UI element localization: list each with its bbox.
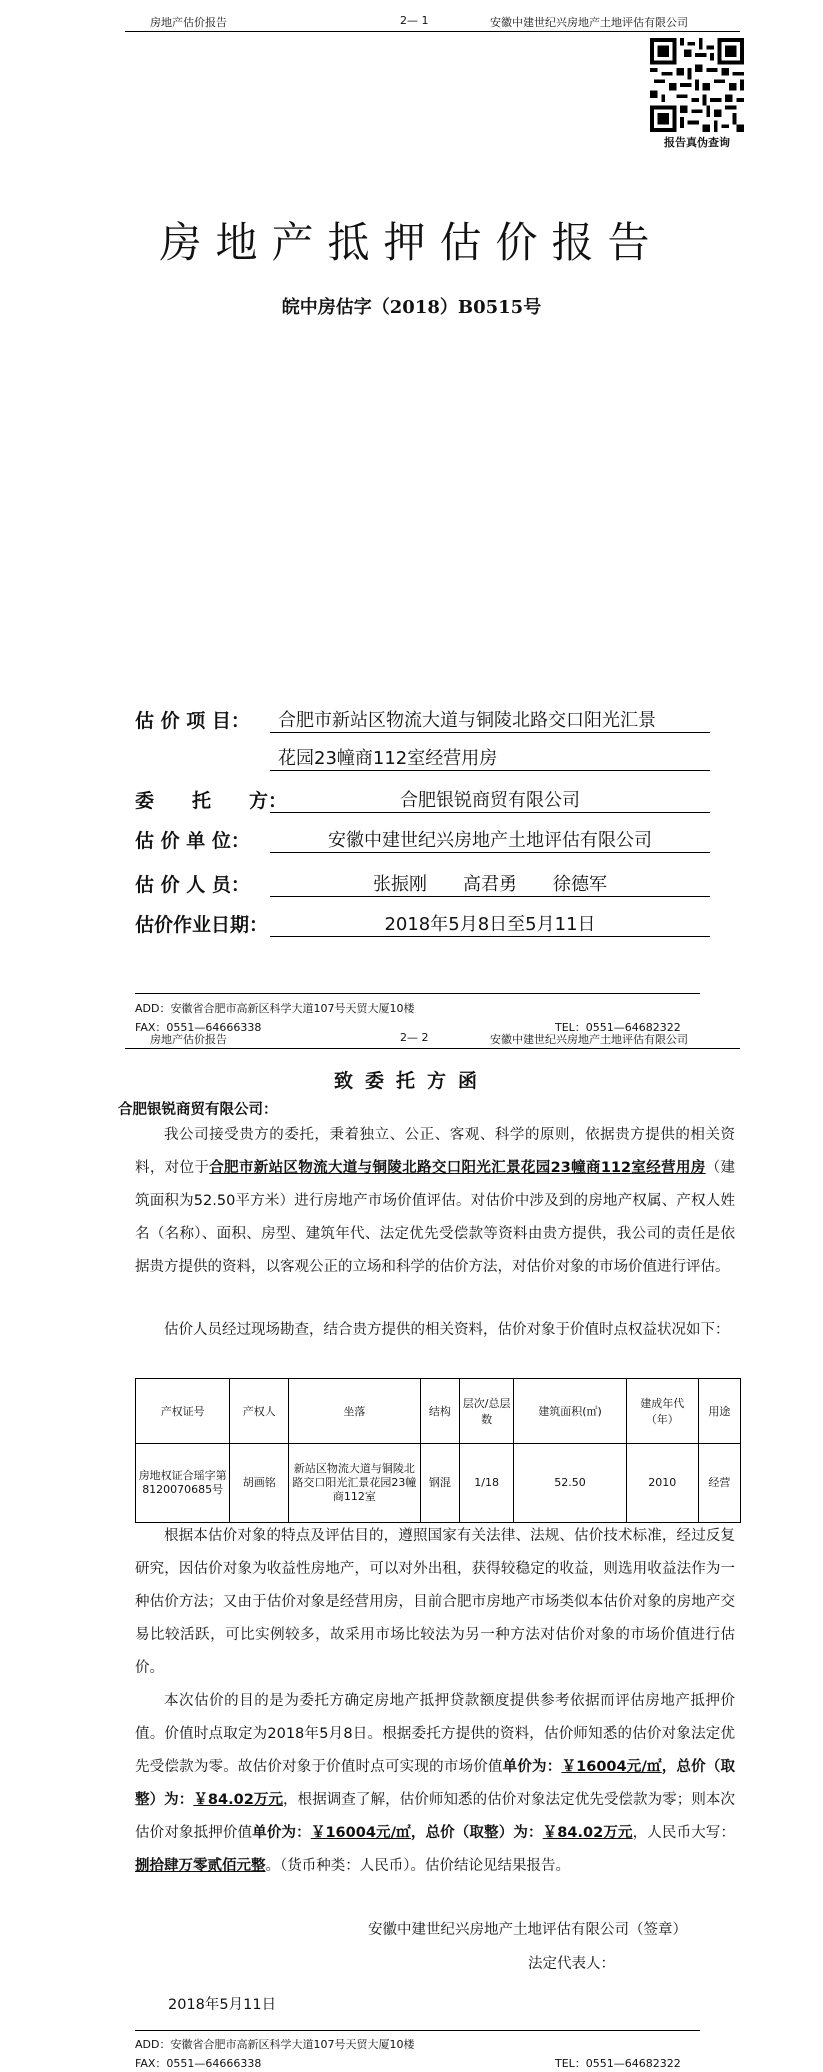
field-value-client: 合肥银锐商贸有限公司: [400, 790, 580, 811]
page2-footer-address: ADD：安徽省合肥市高新区科学大道107号天贸大厦10楼: [135, 2038, 415, 2051]
page1-footer-rule: [135, 993, 700, 994]
page2-footer-fax: FAX：0551—64666338: [135, 2057, 262, 2070]
field-value-appraiser-org: 安徽中建世纪兴房地产土地评估有限公司: [328, 830, 652, 851]
field-value-project: 合肥市新站区物流大道与铜陵北路交口阳光汇景: [278, 710, 656, 731]
field-underline-appraiser-org: [270, 852, 710, 853]
field-label-client: 委 托 方：: [135, 790, 288, 812]
td-area: 52.50: [514, 1444, 627, 1523]
field-label-date: 估价作业日期：: [135, 914, 269, 936]
field-value-project-line2: 花园23幢商112室经营用房: [278, 748, 498, 769]
field-label-appraisers: 估 价 人 员：: [135, 874, 250, 896]
field-underline-project: [270, 732, 710, 733]
letter-title: 致委托方函: [333, 1070, 489, 1092]
rights-table-header-row: [136, 1379, 741, 1444]
field-value-date: 2018年5月8日至5月11日: [384, 914, 596, 935]
th-use: 用途: [698, 1379, 740, 1444]
field-underline-appraisers: [270, 896, 710, 897]
p4-total-1: ￥84.02万元: [193, 1792, 284, 1808]
page1-header-page: 2— 1: [400, 14, 429, 27]
page1-header-right: 安徽中建世纪兴房地产土地评估有限公司: [490, 16, 688, 29]
qr-caption: 报告真伪查询: [664, 136, 730, 149]
p4-total-words: 捌拾肆万零贰佰元整: [135, 1858, 266, 1874]
letter-paragraph-3: 根据本估价对象的特点及评估目的，遵照国家有关法律、法规、估价技术标准，经过反复研究，因估价对象为收益性房地产，可以对外出租，获得较稳定的收益，则选用收益法作为一种估价方法；又由于估价对象是经营用房，目前合肥市房地产市场类似本估价对象的房地产交易比较活跃，可比实例较多，故采用市场比较法为另一种方法对估价对象的市场价值进行估价。: [135, 1528, 735, 1676]
p4-total-2: ￥84.02万元: [542, 1825, 633, 1841]
page1-header-left: 房地产估价报告: [150, 16, 227, 29]
td-structure: 钢混: [420, 1444, 459, 1523]
table-row: [136, 1444, 741, 1523]
td-use: 经营: [698, 1444, 740, 1523]
p4-total-label-1: ，总价（取整）为：: [135, 1759, 736, 1808]
td-year: 2010: [626, 1444, 698, 1523]
p1-property-address: 合肥市新站区物流大道与铜陵北路交口阳光汇景花园23幢商112室经营用房: [209, 1160, 706, 1176]
th-floor: 层次/总层数: [460, 1379, 514, 1444]
td-location: 新站区物流大道与铜陵北路交口阳光汇景花园23幢商112室: [289, 1444, 421, 1523]
p4-unit-price-2: ￥16004元/㎡: [310, 1825, 411, 1841]
report-title: 房地产抵押估价报告: [159, 218, 664, 267]
page2-header-rule: [125, 1048, 740, 1049]
p4-text-a: 本次估价的目的是为委托方确定房地产抵押贷款额度提供参考依据而评估房地产抵押价值。价值时点取定为2018年5月8日。根据委托方提供的资料，估价师知悉的估价对象法定优先受偿款为零。故估价对象于价值时点可实现的市场价值: [135, 1693, 735, 1775]
field-value-appraisers: 张振刚 高君勇 徐德军: [373, 874, 607, 895]
page2-footer-tel: TEL：0551—64682322: [555, 2057, 681, 2070]
th-cert-no: 产权证号: [136, 1379, 230, 1444]
th-owner: 产权人: [230, 1379, 289, 1444]
qr-code[interactable]: [650, 38, 744, 132]
letter-date: 2018年5月11日: [168, 1997, 277, 2013]
p4-text-d: 。（货币种类：人民币）。估价结论见结果报告。: [265, 1858, 570, 1874]
page2-header-left: 房地产估价报告: [150, 1033, 227, 1046]
rights-table: [135, 1378, 741, 1523]
p1-text-c: （建筑面积为52.50平方米）进行房地产市场价值评估。对估价中涉及到的房地产权属、产权人姓名（名称）、面积、房型、建筑年代、法定优先受偿款等资料由贵方提供，我公司的责任是依据贵方提供的资料，以客观公正的立场和科学的估价方法，对估价对象的市场价值进行评估。: [135, 1160, 735, 1275]
td-owner: 胡画铭: [230, 1444, 289, 1523]
letter-paragraph-4: [135, 1685, 735, 1883]
td-cert-no: 房地权证合瑶字第8120070685号: [136, 1444, 230, 1523]
p4-text-c: ，人民币大写：: [632, 1825, 736, 1841]
page2-header-right: 安徽中建世纪兴房地产土地评估有限公司: [490, 1033, 688, 1046]
th-area: 建筑面积(㎡): [514, 1379, 627, 1444]
page1-footer-fax: FAX：0551—64666338: [135, 1021, 262, 1034]
page2-header-page: 2— 2: [400, 1031, 429, 1044]
page2-footer-rule: [135, 2030, 700, 2031]
field-label-appraiser-org: 估 价 单 位：: [135, 830, 250, 852]
page1-header-rule: [125, 31, 740, 32]
p4-total-label-2: ，总价（取整）为：: [410, 1825, 543, 1841]
p4-unit-label-1: 单价为：: [502, 1759, 562, 1775]
letter-recipient: 合肥银锐商贸有限公司：: [118, 1102, 278, 1118]
th-location: 坐落: [289, 1379, 421, 1444]
letter-paragraph-2: 估价人员经过现场勘查，结合贵方提供的相关资料，估价对象于价值时点权益状况如下：: [164, 1322, 730, 1338]
field-label-project: 估 价 项 目：: [135, 710, 250, 732]
p1-text-a: 我公司接受贵方的委托，秉着独立、公正、客观、科学的原则，依据贵方提供的相关资料，对位于: [135, 1127, 735, 1176]
field-underline-project-2: [270, 770, 710, 771]
p4-unit-label-2: 单价为：: [252, 1825, 311, 1841]
signature-legal-rep: 法定代表人：: [528, 1956, 615, 1972]
th-year: 建成年代（年）: [626, 1379, 698, 1444]
page1-footer-address: ADD：安徽省合肥市高新区科学大道107号天贸大厦10楼: [135, 1002, 415, 1015]
p4-unit-price-1: ￥16004元/㎡: [561, 1759, 662, 1775]
p4-text-b: ，根据调查了解，估价师知悉的估价对象法定优先受偿款为零；则本次估价对象抵押价值: [135, 1792, 736, 1841]
letter-paragraph-1: [135, 1119, 735, 1284]
signature-company: 安徽中建世纪兴房地产土地评估有限公司（签章）: [368, 1922, 687, 1938]
td-floor: 1/18: [460, 1444, 514, 1523]
page1-footer-tel: TEL：0551—64682322: [555, 1021, 681, 1034]
field-underline-client: [270, 812, 710, 813]
th-structure: 结构: [420, 1379, 459, 1444]
report-number: 皖中房估字（2018）B0515号: [281, 297, 542, 318]
field-underline-date: [270, 936, 710, 937]
